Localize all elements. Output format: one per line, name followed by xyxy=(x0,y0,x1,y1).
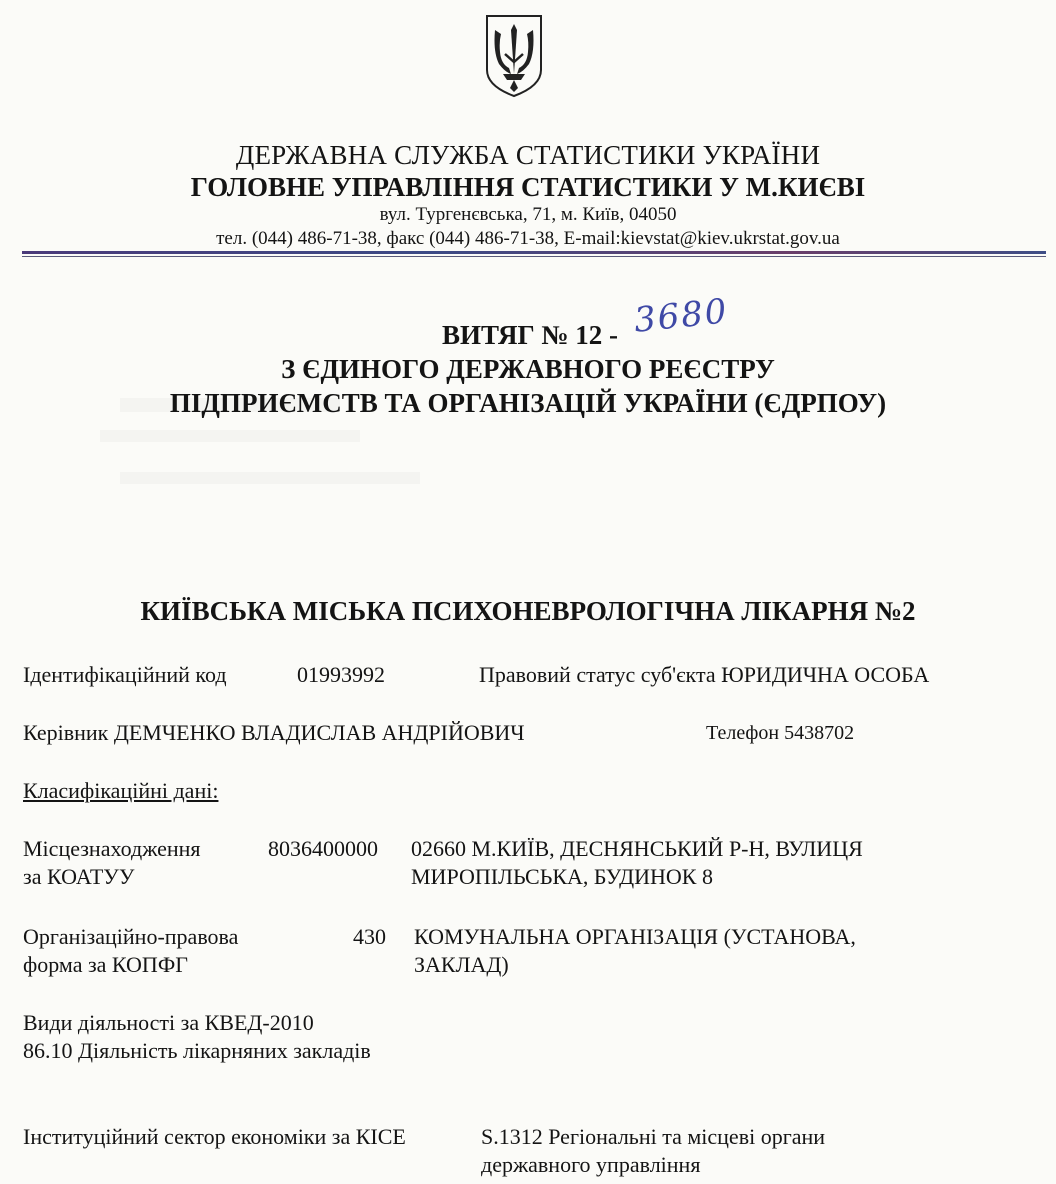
form-label-line-1: Організаційно-правова xyxy=(23,924,239,949)
extract-title-line-3: ПІДПРИЄМСТВ ТА ОРГАНІЗАЦІЙ УКРАЇНИ (ЄДРПОУ) xyxy=(169,388,887,418)
location-value-line-2: МИРОПІЛЬСЬКА, БУДИНОК 8 xyxy=(411,864,713,889)
location-value-line-1: 02660 М.КИЇВ, ДЕСНЯНСЬКИЙ Р-Н, ВУЛИЦЯ xyxy=(411,836,863,861)
agency-contacts: тел. (044) 486-71-38, факс (044) 486-71-38, E-mail:kievstat@kiev.ukrstat.gov.ua xyxy=(216,228,840,249)
department-name: ГОЛОВНЕ УПРАВЛІННЯ СТАТИСТИКИ У М.КИЄВІ xyxy=(190,172,866,202)
sector-value-line-1: S.1312 Регіональні та місцеві органи xyxy=(481,1124,826,1149)
sector-value-line-2: державного управління xyxy=(481,1152,701,1177)
location-label-line-2: за КОАТУУ xyxy=(23,864,135,889)
sector-label: Інституційний сектор економіки за КІСЕ xyxy=(23,1124,406,1149)
handwritten-extract-number: 3680 xyxy=(632,291,731,341)
form-value-line-2: ЗАКЛАД) xyxy=(414,952,509,977)
location-label-line-1: Місцезнаходження xyxy=(23,836,201,861)
organization-name: КИЇВСЬКА МІСЬКА ПСИХОНЕВРОЛОГІЧНА ЛІКАРНЯ №2 xyxy=(140,596,916,626)
classification-heading: Класифікаційні дані: xyxy=(23,778,219,803)
extract-label: ВИТЯГ № 12 - xyxy=(442,320,619,350)
bleed-through-mark xyxy=(100,430,360,442)
bleed-through-mark xyxy=(120,472,420,484)
head-of-organization: Керівник ДЕМЧЕНКО ВЛАДИСЛАВ АНДРІЙОВИЧ xyxy=(23,720,525,745)
form-label-line-2: форма за КОПФГ xyxy=(23,952,188,977)
header-rule xyxy=(22,251,1046,254)
header-rule-thin xyxy=(22,256,1046,257)
id-code-label: Ідентифікаційний код xyxy=(23,662,227,687)
kopfg-code: 430 xyxy=(353,924,386,949)
activity-value: 86.10 Діяльність лікарняних закладів xyxy=(23,1038,371,1063)
extract-title-line-2: З ЄДИНОГО ДЕРЖАВНОГО РЕЄСТРУ xyxy=(281,354,775,384)
agency-address: вул. Тургенєвська, 71, м. Київ, 04050 xyxy=(379,204,677,225)
legal-status: Правовий статус суб'єкта ЮРИДИЧНА ОСОБА xyxy=(479,662,930,687)
koatuu-code: 8036400000 xyxy=(268,836,378,861)
trident-emblem-icon xyxy=(483,12,545,98)
activity-label: Види діяльності за КВЕД-2010 xyxy=(23,1010,314,1035)
form-value-line-1: КОМУНАЛЬНА ОРГАНІЗАЦІЯ (УСТАНОВА, xyxy=(414,924,856,949)
agency-name: ДЕРЖАВНА СЛУЖБА СТАТИСТИКИ УКРАЇНИ xyxy=(235,140,821,170)
phone-number: Телефон 5438702 xyxy=(706,722,855,744)
id-code-value: 01993992 xyxy=(297,662,385,687)
